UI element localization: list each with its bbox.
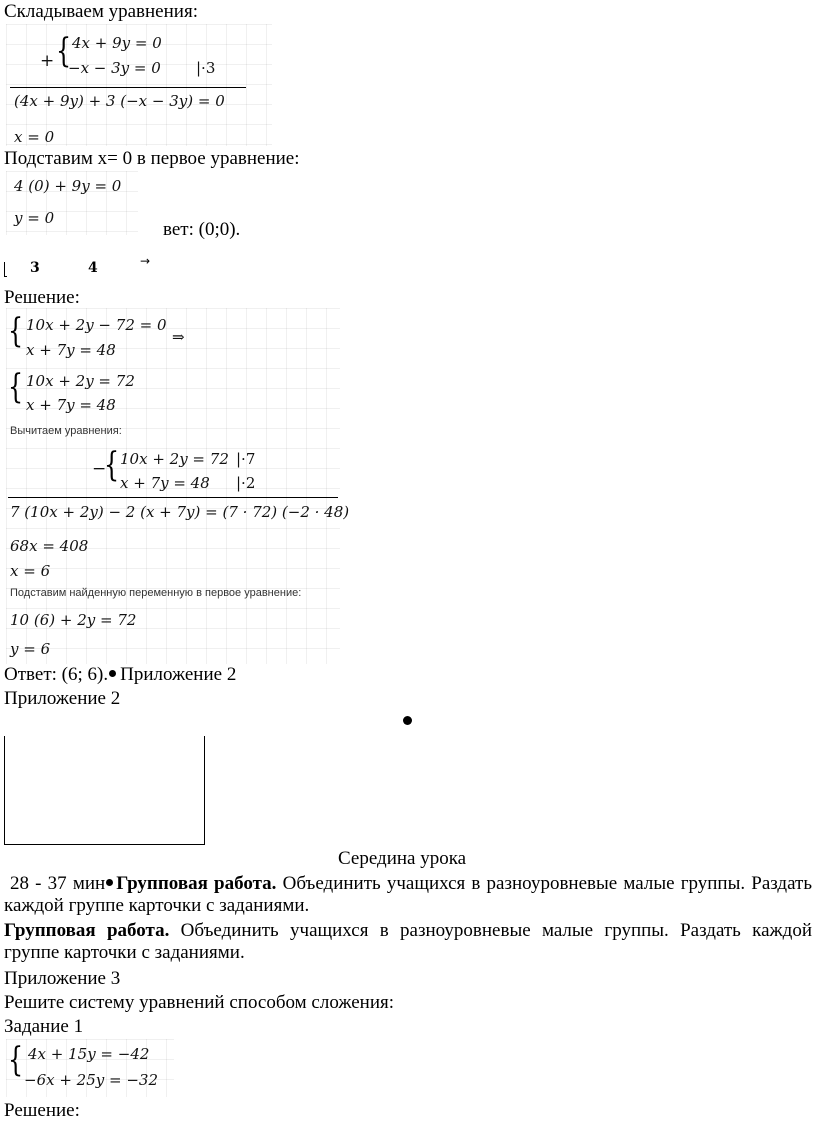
multiplier-label: |·3 (196, 59, 216, 77)
math-image-substitution (6, 171, 138, 235)
section-title: Середина урока (338, 848, 467, 869)
fragment-number: 4 (88, 260, 98, 276)
task-label: Задание 1 (4, 1016, 84, 1037)
equation-line: x + 7y = 48 (26, 341, 116, 359)
solution-label: Решение: (4, 1100, 80, 1121)
appendix-inline: Приложение 2 (120, 664, 237, 685)
caption-subtract: Вычитаем уравнения: (10, 425, 122, 437)
math-image-addition (6, 24, 272, 146)
minus-sign: − (92, 459, 107, 479)
result-line: 10 (6) + 2y = 72 (10, 611, 137, 629)
combined-expression: 7 (10x + 2y) − 2 (x + 7y) = (7 · 72) (−2 · 48) (10, 503, 350, 521)
system-brace: { (56, 31, 72, 71)
equation-line: 4x + 9y = 0 (72, 34, 162, 52)
system-brace: { (8, 311, 24, 351)
sum-expression: (4x + 9y) + 3 (−x − 3y) = 0 (14, 92, 225, 110)
cut-bracket (4, 262, 7, 277)
math-image-task (6, 1039, 174, 1097)
paragraph-text: Объединить учащихся в разноуровневые малые группы. Раздать каждой группе карточки с заданиями. (4, 873, 812, 916)
fraction-rule (8, 497, 338, 498)
answer-text: Ответ: (6; 6). (4, 664, 109, 685)
bullet-icon (109, 670, 116, 677)
system-brace: { (8, 367, 24, 407)
equation-line: 4 (0) + 9y = 0 (14, 177, 122, 195)
equation-line: 10x + 2y − 72 = 0 (26, 316, 167, 334)
result-line: 68x = 408 (10, 537, 89, 555)
result-x: x = 0 (14, 128, 55, 146)
fragment-number: 3 (30, 260, 40, 276)
result-line: x = 6 (10, 562, 51, 580)
bold-label: Групповая работа. (4, 920, 170, 941)
time-range: 28 - 37 мин (10, 873, 106, 894)
answer-zero-text: вет: (0;0). (163, 219, 241, 240)
equation-line: 4x + 15y = −42 (28, 1045, 150, 1063)
system-brace: { (8, 1040, 24, 1080)
equation-line: 10x + 2y = 72 (26, 372, 135, 390)
substitute-text: Подставим x= 0 в первое уравнение: (4, 148, 300, 169)
caption-substitute: Подставим найденную переменную в первое уравнение: (10, 587, 302, 599)
plus-sign: + (40, 51, 55, 71)
paragraph-text: Объединить учащихся в разноуровневые малые группы. Раздать каждой группе карточки с заданиями. (4, 920, 812, 963)
appendix-label: Приложение 2 (4, 688, 121, 709)
bold-label: Групповая работа. (116, 873, 277, 894)
arrow-icon: → (140, 254, 151, 268)
equation-line: −x − 3y = 0 (68, 59, 161, 77)
appendix-label: Приложение 3 (4, 968, 121, 989)
answer-line (4, 664, 236, 686)
bullet-icon (403, 716, 412, 725)
empty-frame (4, 736, 205, 845)
implies-icon: ⇒ (172, 328, 185, 346)
bullet-icon (106, 879, 113, 886)
solution-label: Решение: (4, 287, 80, 308)
paragraph-group-work-bold (4, 920, 812, 964)
heading-add-equations: Складываем уравнения: (4, 1, 198, 22)
equation-line: 10x + 2y = 72 (120, 450, 229, 468)
paragraph-group-work (4, 873, 812, 917)
system-brace: { (104, 445, 120, 485)
math-image-solution (6, 308, 350, 664)
result-line: y = 6 (10, 640, 51, 658)
multiplier-label: |·2 (236, 474, 256, 492)
equation-line: x + 7y = 48 (26, 396, 116, 414)
multiplier-label: |·7 (236, 450, 256, 468)
equation-line: x + 7y = 48 (120, 474, 210, 492)
instruction-text: Решите систему уравнений способом сложения: (4, 992, 395, 1013)
result-y: y = 0 (14, 209, 55, 227)
equation-line: −6x + 25y = −32 (24, 1071, 158, 1089)
fraction-rule (10, 87, 246, 88)
